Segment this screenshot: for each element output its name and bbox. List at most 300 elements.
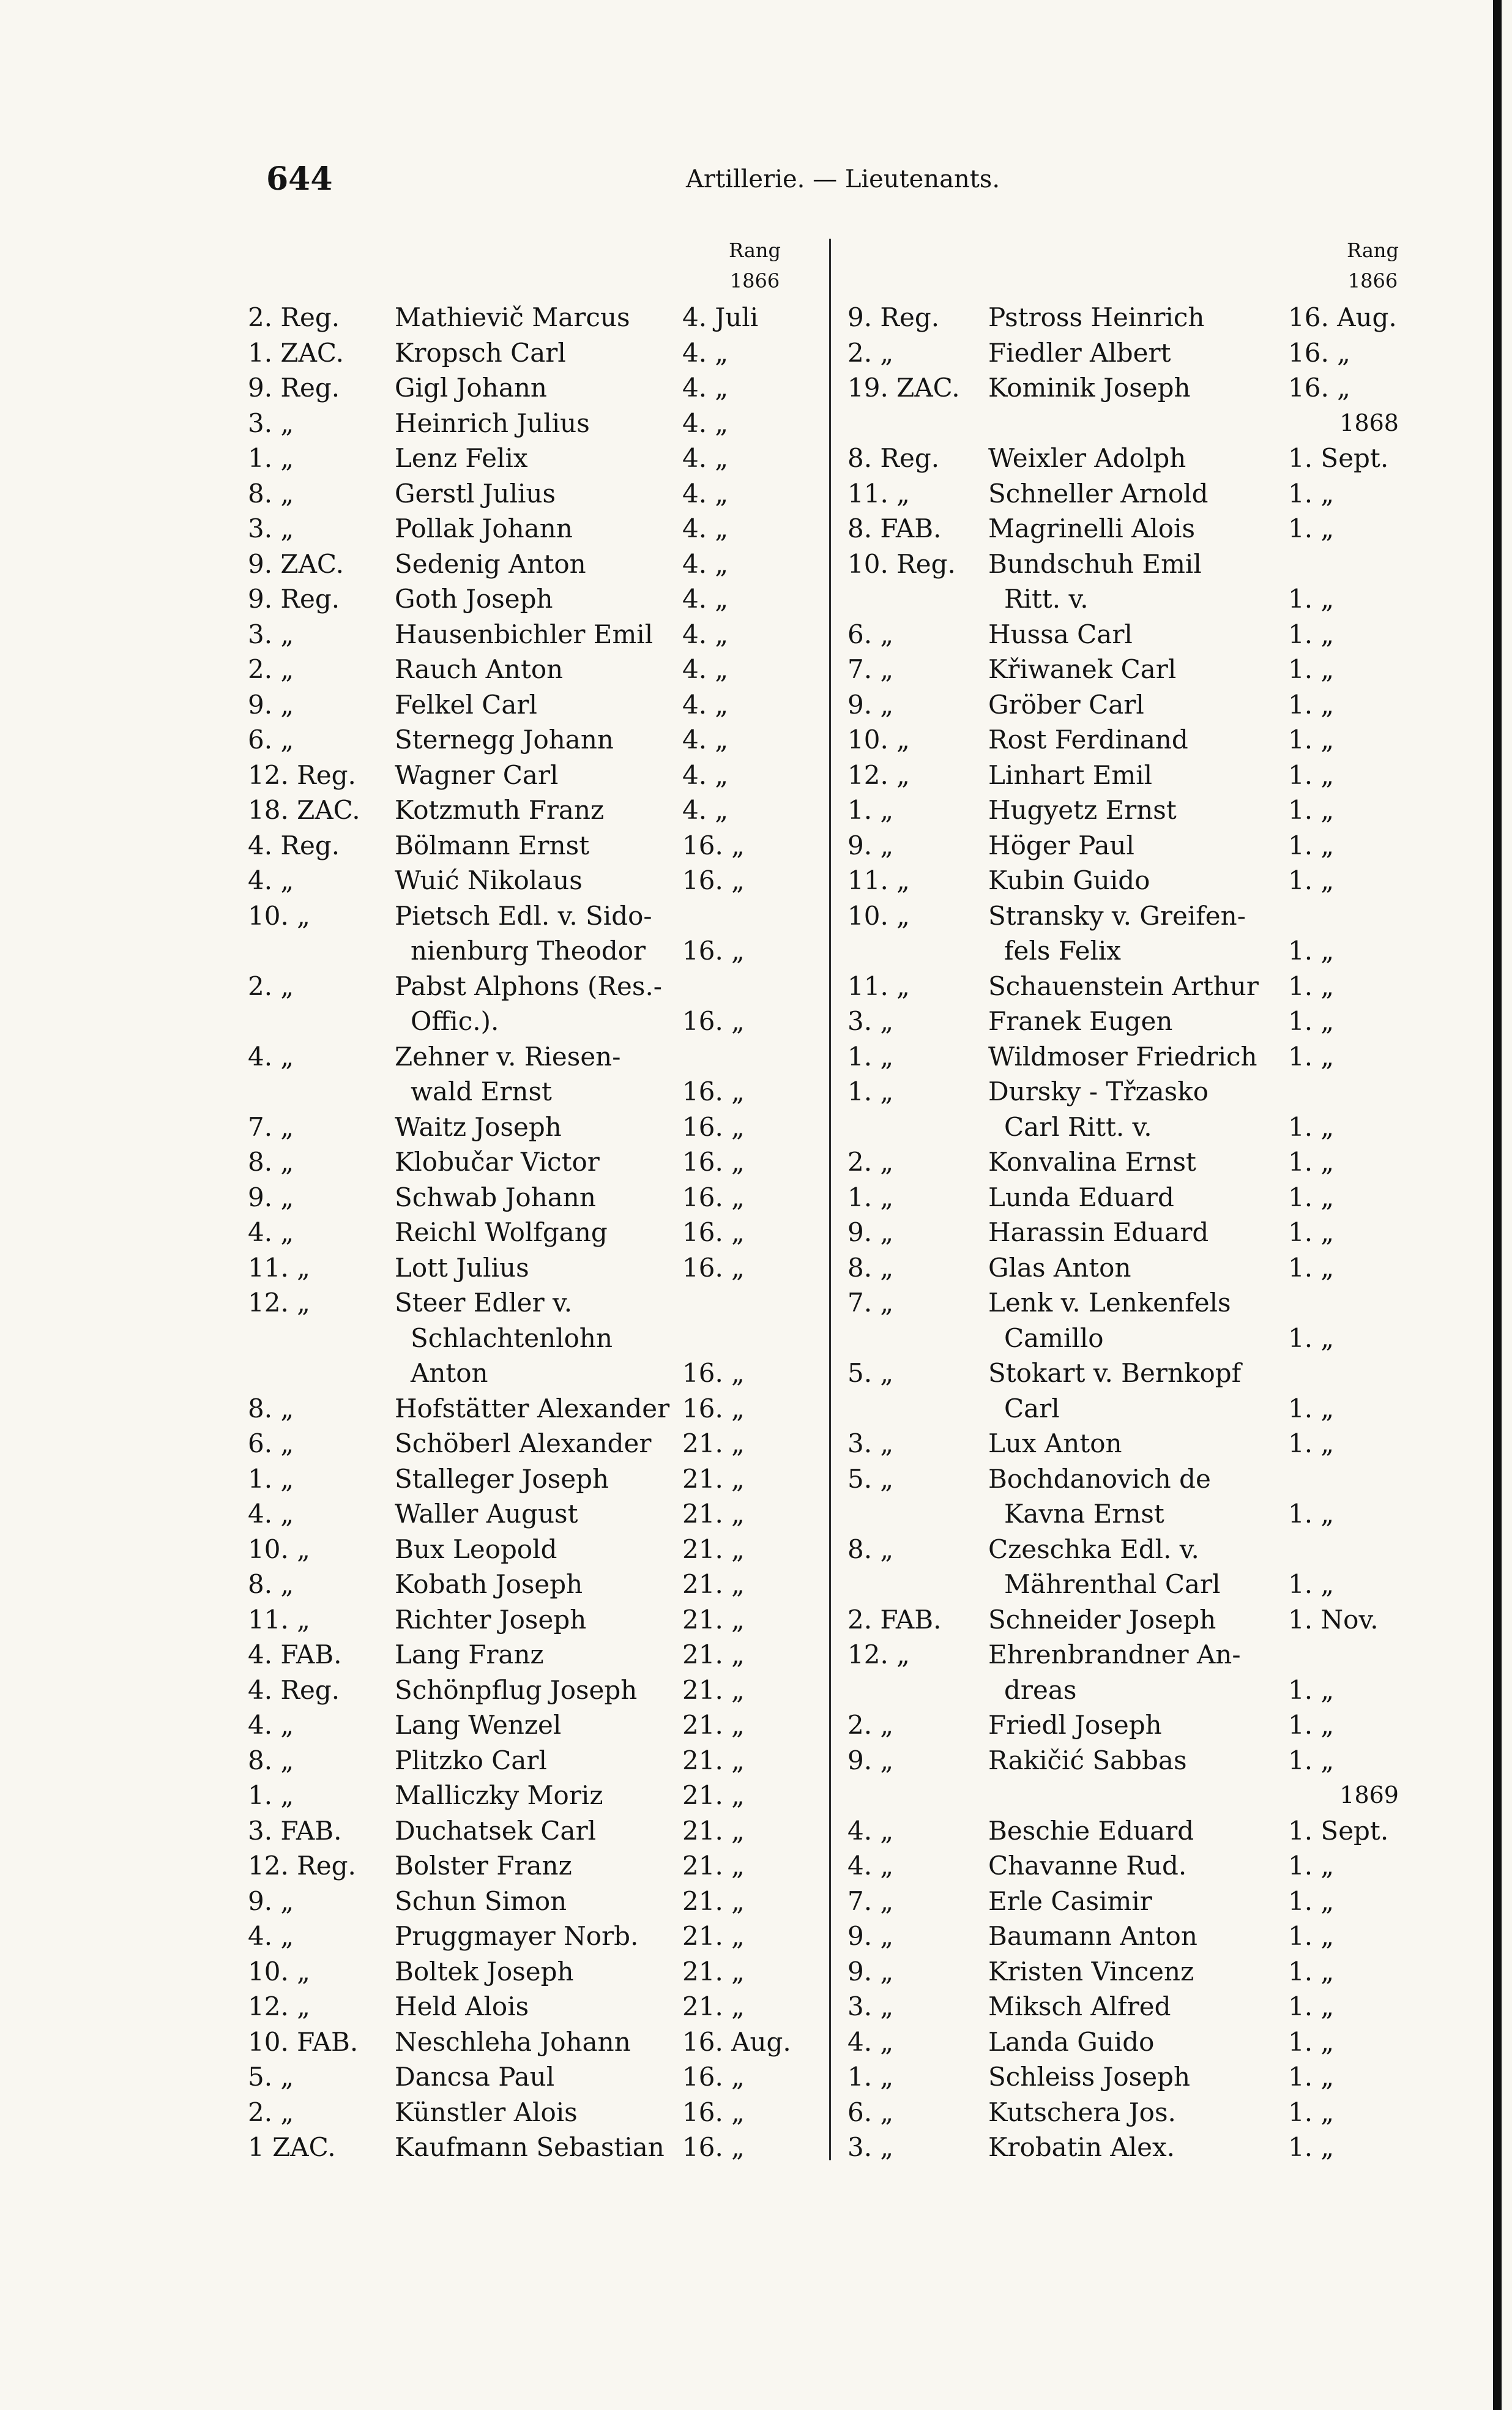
name-cell: nienburg Theodor: [411, 936, 646, 966]
rank-date-cell: 21. „: [682, 1604, 745, 1635]
name-cell: Wuić Nikolaus: [395, 865, 583, 895]
left-column-header: [248, 233, 789, 300]
column-divider: [829, 239, 831, 2160]
name-cell: Kristen Vincenz: [988, 1956, 1194, 1987]
name-cell: Camillo: [1004, 1323, 1104, 1353]
roster-row-continuation: [847, 1567, 1407, 1602]
unit-cell: 4. „: [847, 1851, 894, 1881]
roster-row: [847, 2024, 1407, 2060]
name-cell: Reichl Wolfgang: [395, 1217, 608, 1247]
rank-date-cell: 4. „: [682, 584, 729, 614]
roster-row: [847, 758, 1407, 793]
roster-row-continuation: [847, 581, 1407, 617]
name-cell: Schleiss Joseph: [988, 2062, 1190, 2092]
unit-cell: 12. Reg.: [248, 759, 356, 790]
rank-date-cell: 1. „: [1288, 1674, 1335, 1705]
rank-date-cell: 1. „: [1288, 1182, 1335, 1212]
name-cell: Ritt. v.: [1004, 584, 1089, 614]
unit-cell: 10. „: [847, 725, 910, 755]
name-cell: dreas: [1004, 1674, 1077, 1705]
roster-row: [248, 2130, 789, 2165]
name-cell: wald Ernst: [411, 1076, 552, 1106]
roster-row: [248, 898, 789, 934]
roster-row: [847, 1250, 1407, 1286]
rank-date-cell: 1. „: [1288, 936, 1335, 966]
roster-row: [248, 1884, 789, 1919]
name-cell: Held Alois: [395, 1991, 529, 2021]
name-cell: Kominik Joseph: [988, 373, 1191, 403]
roster-row: [248, 1743, 789, 1778]
unit-cell: 2. „: [847, 1710, 894, 1740]
roster-row: [248, 863, 789, 898]
name-cell: Franek Eugen: [988, 1006, 1173, 1036]
roster-row: [248, 547, 789, 582]
unit-cell: 7. „: [847, 1288, 894, 1318]
rank-date-cell: 16. „: [682, 936, 745, 966]
year-heading: 1869: [1339, 1781, 1399, 1808]
rank-date-cell: 1. „: [1288, 971, 1335, 1001]
roster-row: [248, 1954, 789, 1990]
left-column: [248, 233, 789, 2165]
name-cell: Anton: [411, 1358, 488, 1388]
roster-row: [847, 476, 1407, 512]
name-cell: Mathievič Marcus: [395, 302, 630, 332]
name-cell: Magrinelli Alois: [988, 513, 1196, 543]
name-cell: Pollak Johann: [395, 513, 573, 543]
left-roster: [248, 300, 789, 2165]
unit-cell: 9. Reg.: [847, 302, 940, 332]
rank-date-cell: 1. „: [1288, 1745, 1335, 1775]
name-cell: Mährenthal Carl: [1004, 1569, 1221, 1599]
unit-cell: 12. „: [847, 1640, 910, 1669]
unit-cell: 8. „: [248, 478, 294, 509]
name-cell: Lux Anton: [988, 1428, 1122, 1458]
rank-date-cell: 16. „: [682, 1006, 745, 1036]
name-cell: Bundschuh Emil: [988, 548, 1202, 579]
rank-date-cell: 1. „: [1288, 1393, 1335, 1423]
name-cell: Kutschera Jos.: [988, 2097, 1176, 2127]
roster-row: [248, 1250, 789, 1286]
roster-row: [847, 1144, 1407, 1180]
unit-cell: 5. „: [847, 1463, 894, 1494]
rank-date-cell: 21. „: [682, 1780, 745, 1810]
unit-cell: 4. „: [847, 1815, 894, 1846]
name-cell: Czeschka Edl. v.: [988, 1534, 1199, 1564]
rank-date-cell: 4. „: [682, 443, 729, 473]
name-cell: Chavanne Rud.: [988, 1851, 1187, 1881]
roster-row: [847, 722, 1407, 758]
roster-row: [248, 1602, 789, 1638]
name-cell: Plitzko Carl: [395, 1745, 547, 1775]
roster-row: [847, 441, 1407, 476]
unit-cell: 12. „: [847, 759, 910, 790]
rank-date-cell: 16. „: [1288, 373, 1350, 403]
rank-date-cell: 1. „: [1288, 1710, 1335, 1740]
rank-date-cell: 16. „: [682, 1111, 745, 1142]
roster-row: [248, 1919, 789, 1954]
unit-cell: 4. „: [847, 2026, 894, 2057]
roster-row-continuation: [248, 933, 789, 969]
unit-cell: 6. „: [847, 2097, 894, 2127]
roster-row: [248, 300, 789, 335]
name-cell: Schneller Arnold: [988, 478, 1208, 509]
name-cell: Lott Julius: [395, 1252, 529, 1283]
rank-date-cell: 1. „: [1288, 725, 1335, 755]
rank-date-cell: 1. „: [1288, 795, 1335, 825]
roster-row: [847, 300, 1407, 335]
rank-date-cell: 1. „: [1288, 2026, 1335, 2057]
unit-cell: 9. „: [248, 1182, 294, 1212]
roster-row: [248, 1707, 789, 1743]
unit-cell: 4. FAB.: [248, 1640, 342, 1669]
roster-row-continuation: [847, 1496, 1407, 1532]
rank-date-cell: 4. „: [682, 408, 729, 438]
year-heading-row: [847, 406, 1407, 441]
name-cell: Hugyetz Ernst: [988, 795, 1177, 825]
rank-date-cell: 16. „: [682, 1217, 745, 1247]
rank-date-cell: 1. „: [1288, 619, 1335, 649]
right-column-header: [847, 233, 1407, 300]
unit-cell: 8. „: [248, 1147, 294, 1177]
unit-cell: 12. „: [248, 1991, 310, 2021]
roster-row: [248, 828, 789, 864]
name-cell: Waitz Joseph: [395, 1111, 562, 1142]
name-cell: Hofstätter Alexander: [395, 1393, 670, 1423]
name-cell: Friedl Joseph: [988, 1710, 1162, 1740]
unit-cell: 3. FAB.: [248, 1815, 342, 1846]
name-cell: Fiedler Albert: [988, 337, 1171, 368]
name-cell: Sedenig Anton: [395, 548, 586, 579]
unit-cell: 8. „: [248, 1745, 294, 1775]
rank-date-cell: 21. „: [682, 1886, 745, 1916]
rank-date-cell: 21. „: [682, 1674, 745, 1705]
rank-date-cell: 16. „: [682, 1358, 745, 1388]
unit-cell: 9. „: [847, 1921, 894, 1951]
name-cell: Rost Ferdinand: [988, 725, 1188, 755]
name-cell: Glas Anton: [988, 1252, 1131, 1283]
rank-date-cell: 4. „: [682, 337, 729, 368]
name-cell: Schlachtenlohn: [411, 1323, 613, 1353]
roster-row: [847, 1848, 1407, 1884]
name-cell: Stalleger Joseph: [395, 1463, 609, 1494]
name-cell: Höger Paul: [988, 830, 1134, 860]
rank-date-cell: 16. „: [682, 1252, 745, 1283]
roster-row: [248, 1039, 789, 1075]
name-cell: Beschie Eduard: [988, 1815, 1194, 1846]
unit-cell: 10. FAB.: [248, 2026, 359, 2057]
unit-cell: 2. FAB.: [847, 1604, 942, 1635]
roster-row: [248, 2059, 789, 2095]
rank-date-cell: 16. Aug.: [682, 2026, 791, 2057]
roster-row: [248, 335, 789, 371]
rank-date-cell: 1. „: [1288, 865, 1335, 895]
unit-cell: 1. „: [847, 2062, 894, 2092]
unit-cell: 1. ZAC.: [248, 337, 344, 368]
unit-cell: 5. „: [847, 1358, 894, 1388]
unit-cell: 10. „: [248, 1534, 310, 1564]
roster-row: [847, 1461, 1407, 1497]
rank-date-cell: 4. „: [682, 725, 729, 755]
roster-row: [248, 406, 789, 441]
roster-row: [847, 1989, 1407, 2024]
roster-row: [248, 1215, 789, 1250]
name-cell: Zehner v. Riesen-: [395, 1041, 621, 1072]
unit-cell: 11. „: [847, 478, 910, 509]
rank-date-cell: 1. „: [1288, 1956, 1335, 1987]
name-cell: Bölmann Ernst: [395, 830, 590, 860]
roster-row: [248, 581, 789, 617]
rank-date-cell: 1. „: [1288, 1499, 1335, 1529]
rank-date-cell: 1. „: [1288, 1006, 1335, 1036]
name-cell: Lang Wenzel: [395, 1710, 562, 1740]
name-cell: Lenk v. Lenkenfels: [988, 1288, 1231, 1318]
unit-cell: 4. Reg.: [248, 1674, 340, 1705]
name-cell: Dancsa Paul: [395, 2062, 555, 2092]
name-cell: Miksch Alfred: [988, 1991, 1171, 2021]
rank-date-cell: 1. „: [1288, 1851, 1335, 1881]
unit-cell: 1. „: [248, 1463, 294, 1494]
roster-row: [847, 1813, 1407, 1849]
right-column: [847, 233, 1407, 2165]
rank-date-cell: 1. „: [1288, 759, 1335, 790]
roster-row: [248, 1391, 789, 1427]
unit-cell: 1. „: [248, 443, 294, 473]
unit-cell: 9. „: [847, 689, 894, 720]
rank-date-cell: 1. „: [1288, 1111, 1335, 1142]
name-cell: Křiwanek Carl: [988, 654, 1177, 684]
name-cell: Kaufmann Sebastian: [395, 2132, 665, 2162]
name-cell: Rakičić Sabbas: [988, 1745, 1187, 1775]
roster-row: [847, 370, 1407, 406]
roster-row: [248, 1461, 789, 1497]
rank-date-cell: 1. „: [1288, 1991, 1335, 2021]
name-cell: Wildmoser Friedrich: [988, 1041, 1257, 1072]
unit-cell: 2. „: [847, 1147, 894, 1177]
rank-date-cell: 21. „: [682, 1463, 745, 1494]
unit-cell: 3. „: [847, 2132, 894, 2162]
name-cell: Ehrenbrandner An-: [988, 1640, 1241, 1669]
rank-date-cell: 16. Aug.: [1288, 302, 1397, 332]
page-header: [266, 160, 1420, 209]
roster-row: [248, 1285, 789, 1321]
unit-cell: 19. ZAC.: [847, 373, 960, 403]
name-cell: Linhart Emil: [988, 759, 1153, 790]
rank-date-cell: 21. „: [682, 1499, 745, 1529]
rank-date-cell: 16. „: [682, 1147, 745, 1177]
unit-cell: 4. „: [248, 1217, 294, 1247]
rank-date-cell: 1. „: [1288, 513, 1335, 543]
roster-row: [248, 1110, 789, 1145]
rank-date-cell: 1. „: [1288, 2062, 1335, 2092]
name-cell: Schneider Joseph: [988, 1604, 1216, 1635]
unit-cell: 9. ZAC.: [248, 548, 344, 579]
unit-cell: 9. Reg.: [248, 584, 340, 614]
rank-date-cell: 16. „: [682, 1393, 745, 1423]
name-cell: Lang Franz: [395, 1640, 544, 1669]
unit-cell: 8. „: [248, 1393, 294, 1423]
unit-cell: 9. „: [248, 689, 294, 720]
rank-date-cell: 4. „: [682, 654, 729, 684]
unit-cell: 1. „: [847, 795, 894, 825]
roster-row-continuation: [847, 933, 1407, 969]
rank-date-cell: 16. „: [682, 1076, 745, 1106]
rank-date-cell: 1. Sept.: [1288, 443, 1389, 473]
name-cell: Pabst Alphons (Res.-: [395, 971, 662, 1001]
rank-date-cell: 1. „: [1288, 1428, 1335, 1458]
name-cell: Gigl Johann: [395, 373, 547, 403]
unit-cell: 11. „: [847, 865, 910, 895]
name-cell: Hussa Carl: [988, 619, 1133, 649]
unit-cell: 9. „: [847, 1745, 894, 1775]
rank-date-cell: 1. „: [1288, 1569, 1335, 1599]
roster-row: [248, 511, 789, 547]
roster-row: [248, 1637, 789, 1673]
roster-row: [847, 1356, 1407, 1391]
roster-row: [847, 2130, 1407, 2165]
rang-label: Rang: [729, 239, 781, 262]
name-cell: Kotzmuth Franz: [395, 795, 605, 825]
name-cell: Harassin Eduard: [988, 1217, 1209, 1247]
unit-cell: 4. „: [248, 865, 294, 895]
unit-cell: 9. „: [847, 1956, 894, 1987]
rang-year: 1866: [1347, 269, 1398, 293]
rank-date-cell: 1. „: [1288, 830, 1335, 860]
name-cell: Stransky v. Greifen-: [988, 900, 1246, 931]
roster-row: [847, 1919, 1407, 1954]
roster-row: [847, 1004, 1407, 1039]
rank-date-cell: 21. „: [682, 1569, 745, 1599]
roster-row: [847, 1180, 1407, 1215]
roster-row: [847, 969, 1407, 1004]
rank-date-cell: 4. „: [682, 548, 729, 579]
roster-row: [847, 2095, 1407, 2130]
rank-date-cell: 16. „: [682, 865, 745, 895]
unit-cell: 5. „: [248, 2062, 294, 2092]
name-cell: Erle Casimir: [988, 1886, 1152, 1916]
roster-row: [847, 1285, 1407, 1321]
roster-row: [248, 1673, 789, 1708]
rank-date-cell: 1. „: [1288, 584, 1335, 614]
roster-row-continuation: [847, 1110, 1407, 1145]
roster-row: [847, 1074, 1407, 1110]
name-cell: Goth Joseph: [395, 584, 553, 614]
name-cell: Pstross Heinrich: [988, 302, 1205, 332]
name-cell: Steer Edler v.: [395, 1288, 573, 1318]
name-cell: Kropsch Carl: [395, 337, 566, 368]
name-cell: Schönpflug Joseph: [395, 1674, 638, 1705]
roster-row: [248, 441, 789, 476]
name-cell: Schöberl Alexander: [395, 1428, 652, 1458]
rank-date-cell: 21. „: [682, 1428, 745, 1458]
unit-cell: 3. „: [248, 408, 294, 438]
rank-date-cell: 21. „: [682, 1815, 745, 1846]
unit-cell: 10. Reg.: [847, 548, 956, 579]
rank-date-cell: 1. „: [1288, 654, 1335, 684]
roster-row: [248, 2024, 789, 2060]
unit-cell: 12. „: [248, 1288, 310, 1318]
name-cell: Felkel Carl: [395, 689, 537, 720]
name-cell: Sternegg Johann: [395, 725, 614, 755]
name-cell: Bochdanovich de: [988, 1463, 1211, 1494]
rank-date-cell: 1. „: [1288, 1886, 1335, 1916]
name-cell: Stokart v. Bernkopf: [988, 1358, 1242, 1388]
roster-row: [847, 652, 1407, 687]
rank-date-cell: 21. „: [682, 1921, 745, 1951]
roster-row: [248, 476, 789, 512]
roster-row: [847, 687, 1407, 723]
roster-row: [847, 828, 1407, 864]
rank-date-cell: 1. „: [1288, 1147, 1335, 1177]
rank-date-cell: 4. „: [682, 689, 729, 720]
name-cell: Lenz Felix: [395, 443, 528, 473]
rank-date-cell: 1. „: [1288, 2097, 1335, 2127]
rang-year: 1866: [729, 269, 780, 293]
unit-cell: 7. „: [248, 1111, 294, 1142]
unit-cell: 11. „: [248, 1604, 310, 1635]
roster-row: [847, 1602, 1407, 1638]
unit-cell: 2. „: [248, 971, 294, 1001]
roster-row: [248, 617, 789, 652]
unit-cell: 1. „: [847, 1041, 894, 1072]
name-cell: Carl: [1004, 1393, 1060, 1423]
roster-row: [248, 370, 789, 406]
roster-row: [847, 898, 1407, 934]
rank-date-cell: 1. „: [1288, 1921, 1335, 1951]
unit-cell: 2. „: [847, 337, 894, 368]
unit-cell: 3. „: [248, 619, 294, 649]
rank-date-cell: 16. „: [682, 830, 745, 860]
name-cell: Bux Leopold: [395, 1534, 557, 1564]
rank-date-cell: 1. Sept.: [1288, 1815, 1389, 1846]
unit-cell: 9. „: [248, 1886, 294, 1916]
roster-row: [248, 1532, 789, 1567]
rank-date-cell: 16. „: [682, 2097, 745, 2127]
unit-cell: 9. Reg.: [248, 373, 340, 403]
running-title: Artillerie. — Lieutenants.: [685, 165, 1000, 193]
unit-cell: 3. „: [847, 1428, 894, 1458]
unit-cell: 10. „: [248, 1956, 310, 1987]
rank-date-cell: 21. „: [682, 1534, 745, 1564]
name-cell: Kobath Joseph: [395, 1569, 583, 1599]
roster-row: [248, 969, 789, 1004]
rank-date-cell: 16. „: [682, 2062, 745, 2092]
roster-row: [248, 1496, 789, 1532]
name-cell: Duchatsek Carl: [395, 1815, 597, 1846]
unit-cell: 6. „: [248, 1428, 294, 1458]
unit-cell: 2. „: [248, 2097, 294, 2127]
roster-row: [847, 1637, 1407, 1673]
name-cell: Pruggmayer Norb.: [395, 1921, 639, 1951]
name-cell: Schauenstein Arthur: [988, 971, 1259, 1001]
roster-row-continuation: [847, 1321, 1407, 1356]
roster-row: [248, 758, 789, 793]
roster-row: [248, 687, 789, 723]
unit-cell: 2. „: [248, 654, 294, 684]
rank-date-cell: 4. „: [682, 478, 729, 509]
roster-row-continuation: [847, 1391, 1407, 1427]
rank-date-cell: 1. „: [1288, 1252, 1335, 1283]
rank-date-cell: 21. „: [682, 1851, 745, 1881]
name-cell: Heinrich Julius: [395, 408, 590, 438]
roster-row: [847, 1426, 1407, 1461]
unit-cell: 3. „: [847, 1006, 894, 1036]
unit-cell: 9. „: [847, 830, 894, 860]
unit-cell: 2. Reg.: [248, 302, 340, 332]
rang-heading: [1347, 235, 1399, 296]
unit-cell: 1. „: [847, 1076, 894, 1106]
unit-cell: 1 ZAC.: [248, 2132, 336, 2162]
name-cell: Schun Simon: [395, 1886, 567, 1916]
